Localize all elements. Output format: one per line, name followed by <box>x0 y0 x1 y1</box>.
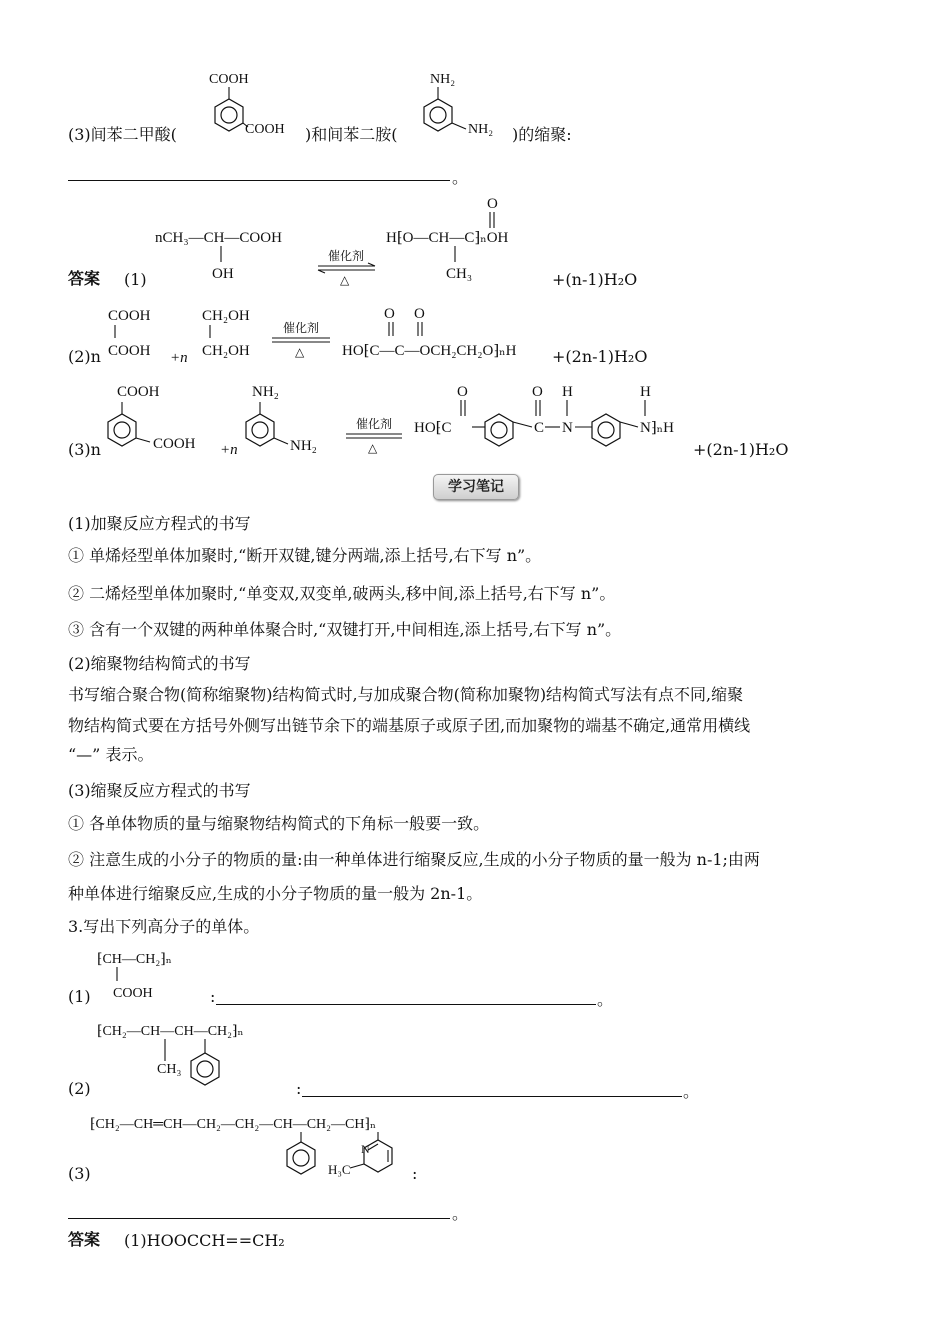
study-notes-badge: 学习笔记 <box>433 474 519 500</box>
ch3-label: CH₃ <box>446 266 473 282</box>
p1-num: (1) <box>68 987 91 1006</box>
note-line-7: “—” 表示。 <box>68 745 154 764</box>
cooh-top-label-3: COOH <box>117 384 160 400</box>
o-label-2: O <box>414 306 425 322</box>
oh-label: OH <box>212 266 234 282</box>
product-formula: H⁅O—CH—C⁆ₙOH <box>386 230 509 246</box>
p2-answer-blank[interactable] <box>302 1096 682 1097</box>
product-c-label: C <box>534 420 545 436</box>
note-line-10: ② 注意生成的小分子的物质的量:由一种单体进行缩聚反应,生成的小分子物质的量一般为 n-1;由两 <box>68 850 760 869</box>
p2-chain-label: ⁅CH₂—CH—CH—CH₂⁆ₙ <box>97 1024 244 1039</box>
nh2-top-label: NH₂ <box>430 72 456 87</box>
note-line-6: 物结构简式要在方括号外侧写出链节余下的端基原子或原子团,而加聚物的端基不确定,通常用横线 <box>68 716 751 735</box>
answer3-water: +(2n-1)H₂O <box>693 440 789 459</box>
cooh-top-label: COOH <box>209 72 249 87</box>
o-label-3a: O <box>457 384 468 400</box>
p3-n-label: N <box>361 1142 370 1156</box>
nh2-side-label: NH₂ <box>468 122 494 137</box>
catalyst-label: 催化剂 <box>328 249 365 263</box>
note-line-2: ② 二烯烃型单体加聚时,“单变双,双变单,破两头,移中间,添上括号,右下写 n”。 <box>68 584 616 603</box>
final-answer-label: 答案 <box>68 1232 101 1249</box>
polymer-2-structure <box>95 1015 305 1095</box>
p3-chain-label: ⁅CH₂—CH═CH—CH₂—CH₂—CH—CH₂—CH⁆ₙ <box>90 1117 377 1132</box>
p1-end-mark: 。 <box>597 990 614 1009</box>
answer1-water: +(n-1)H₂O <box>552 270 638 289</box>
p1-answer-blank[interactable] <box>216 1004 596 1005</box>
m-phenylenediamine-structure <box>410 65 520 150</box>
q3-prefix: (3)间苯二甲酸( <box>68 125 177 144</box>
heat-label-2: △ <box>295 345 305 359</box>
heat-label: △ <box>340 273 350 287</box>
note-line-1: ① 单烯烃型单体加聚时,“断开双键,键分两端,添上括号,右下写 n”。 <box>68 546 542 565</box>
product-ho-label: HO⁅C <box>414 420 452 436</box>
answer-label: 答案 <box>68 271 101 288</box>
p3-num: (3) <box>68 1164 91 1183</box>
p2-end-mark: 。 <box>683 1082 700 1101</box>
note-line-8: (3)缩聚反应方程式的书写 <box>68 781 251 800</box>
p2-colon: : <box>296 1079 302 1098</box>
o-top-label: O <box>487 196 498 212</box>
final-answer-text: (1)HOOCCH==CH₂ <box>124 1231 285 1250</box>
reactant-formula: nCH₃—CH—COOH <box>155 230 282 246</box>
o-label-1: O <box>384 306 395 322</box>
note-line-3: ③ 含有一个双键的两种单体聚合时,“双键打开,中间相连,添上括号,右下写 n”。 <box>68 620 622 639</box>
o-label-3b: O <box>532 384 543 400</box>
q3-mid: )和间苯二胺( <box>305 125 398 144</box>
ch2oh-label-2: CH₂OH <box>202 343 250 359</box>
answer2-water: +(2n-1)H₂O <box>552 347 648 366</box>
product-h-label-2: H <box>640 384 651 400</box>
p3-answer-blank[interactable] <box>68 1218 450 1219</box>
p3-colon: : <box>412 1164 418 1183</box>
p1-chain-label: ⁅CH—CH₂⁆ₙ <box>97 952 172 967</box>
plus-n-label: +n <box>170 350 188 366</box>
note-line-4: (2)缩聚物结构简式的书写 <box>68 654 251 673</box>
note-line-0: (1)加聚反应方程式的书写 <box>68 514 251 533</box>
p1-sub-label: COOH <box>113 986 153 1001</box>
product-h-label-1: H <box>562 384 573 400</box>
note-line-5: 书写缩合聚合物(简称缩聚物)结构简式时,与加成聚合物(简称加聚物)结构简式写法有点不同,缩聚 <box>68 685 744 704</box>
nh2-side-label-3: NH₂ <box>290 438 317 454</box>
polymer-3-structure <box>88 1108 428 1178</box>
lactic-acid-reaction <box>150 190 550 290</box>
p3-h3c-label: H₃C <box>328 1162 351 1177</box>
monomer-question-title: 3.写出下列高分子的单体。 <box>68 917 260 936</box>
polyacrylic-acid-structure <box>95 945 215 1005</box>
ch2oh-label-1: CH₂OH <box>202 308 250 324</box>
note-line-11: 种单体进行缩聚反应,生成的小分子物质的量一般为 2n-1。 <box>68 884 483 903</box>
q3-suffix: )的缩聚: <box>512 125 572 144</box>
q3-end-mark: 。 <box>452 168 469 187</box>
product-formula-2: HO⁅C—C—OCH₂CH₂O⁆ₙH <box>342 343 517 359</box>
catalyst-label-3: 催化剂 <box>356 417 393 431</box>
heat-label-3: △ <box>368 441 378 455</box>
plus-n-label-3: +n <box>220 442 238 458</box>
answer3-num: (3)n <box>68 440 101 459</box>
isophthalic-acid-structure <box>190 65 310 150</box>
oxalic-glycol-reaction <box>100 300 560 375</box>
q3-answer-blank[interactable] <box>68 180 450 181</box>
p1-colon: : <box>210 987 216 1006</box>
cooh-label-1: COOH <box>108 308 151 324</box>
answer2-num: (2)n <box>68 347 101 366</box>
note-line-9: ① 各单体物质的量与缩聚物结构简式的下角标一般要一致。 <box>68 814 490 833</box>
cooh-side-label: COOH <box>245 122 285 137</box>
cooh-label-2: COOH <box>108 343 151 359</box>
answer1-num: (1) <box>124 270 147 289</box>
p3-end-mark: 。 <box>452 1204 469 1223</box>
product-n-label-2: N⁆ₙH <box>640 420 675 436</box>
product-n-label-1: N <box>562 420 573 436</box>
p2-num: (2) <box>68 1079 91 1098</box>
nh2-top-label-3: NH₂ <box>252 384 279 400</box>
cooh-side-label-3: COOH <box>153 436 196 452</box>
p2-sub-label: CH₃ <box>157 1062 182 1077</box>
catalyst-label-2: 催化剂 <box>283 321 320 335</box>
polyamide-reaction <box>100 380 700 470</box>
